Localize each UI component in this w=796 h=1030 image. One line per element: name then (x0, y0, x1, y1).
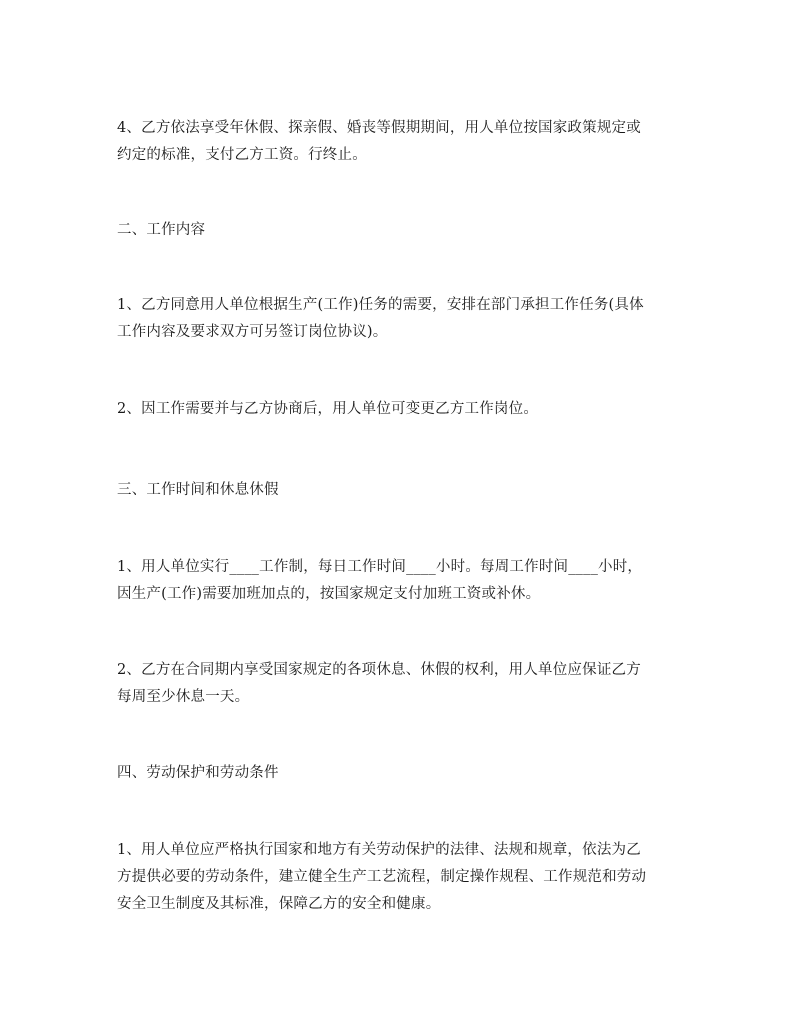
text-line: 工作内容及要求双方可另签订岗位协议)。 (117, 324, 388, 340)
text-line: 2、因工作需要并与乙方协商后，用人单位可变更乙方工作岗位。 (117, 401, 539, 417)
text-line: 约定的标准，支付乙方工资。行终止。 (117, 147, 367, 163)
section-heading-work-content (117, 217, 689, 244)
text-line: 4、乙方依法享受年休假、探亲假、婚丧等假期期间，用人单位按国家政策规定或 (117, 120, 641, 136)
text-line: 方提供必要的劳动条件，建立健全生产工艺流程，制定操作规程、工作规范和劳动 (117, 869, 647, 885)
clause-2-rest-rights (117, 657, 689, 711)
text-line: 安全卫生制度及其标准，保障乙方的安全和健康。 (117, 896, 441, 912)
text-line: 每周至少休息一天。 (117, 689, 250, 705)
clause-1-work-assignment (117, 292, 689, 346)
section-heading-labor-protection (117, 760, 689, 787)
clause-1-labor-protection (117, 837, 689, 918)
clause-2-position-change (117, 396, 689, 423)
section-heading-work-hours (117, 477, 689, 504)
heading-text: 四、劳动保护和劳动条件 (117, 765, 279, 781)
text-line: 因生产(工作)需要加班加点的，按国家规定支付加班工资或补休。 (117, 586, 541, 602)
text-line: 1、用人单位实行____工作制，每日工作时间____小时。每周工作时间____小时， (117, 559, 643, 575)
text-line: 1、乙方同意用人单位根据生产(工作)任务的需要，安排在部门承担工作任务(具体 (117, 297, 644, 313)
clause-4-paid-leave (117, 115, 689, 169)
text-line: 1、用人单位应严格执行国家和地方有关劳动保护的法律、法规和规章，依法为乙 (117, 842, 641, 858)
heading-text: 三、工作时间和休息休假 (117, 482, 279, 498)
heading-text: 二、工作内容 (117, 222, 206, 238)
text-line: 2、乙方在合同期内享受国家规定的各项休息、休假的权利，用人单位应保证乙方 (117, 662, 641, 678)
clause-1-working-hours (117, 554, 689, 608)
